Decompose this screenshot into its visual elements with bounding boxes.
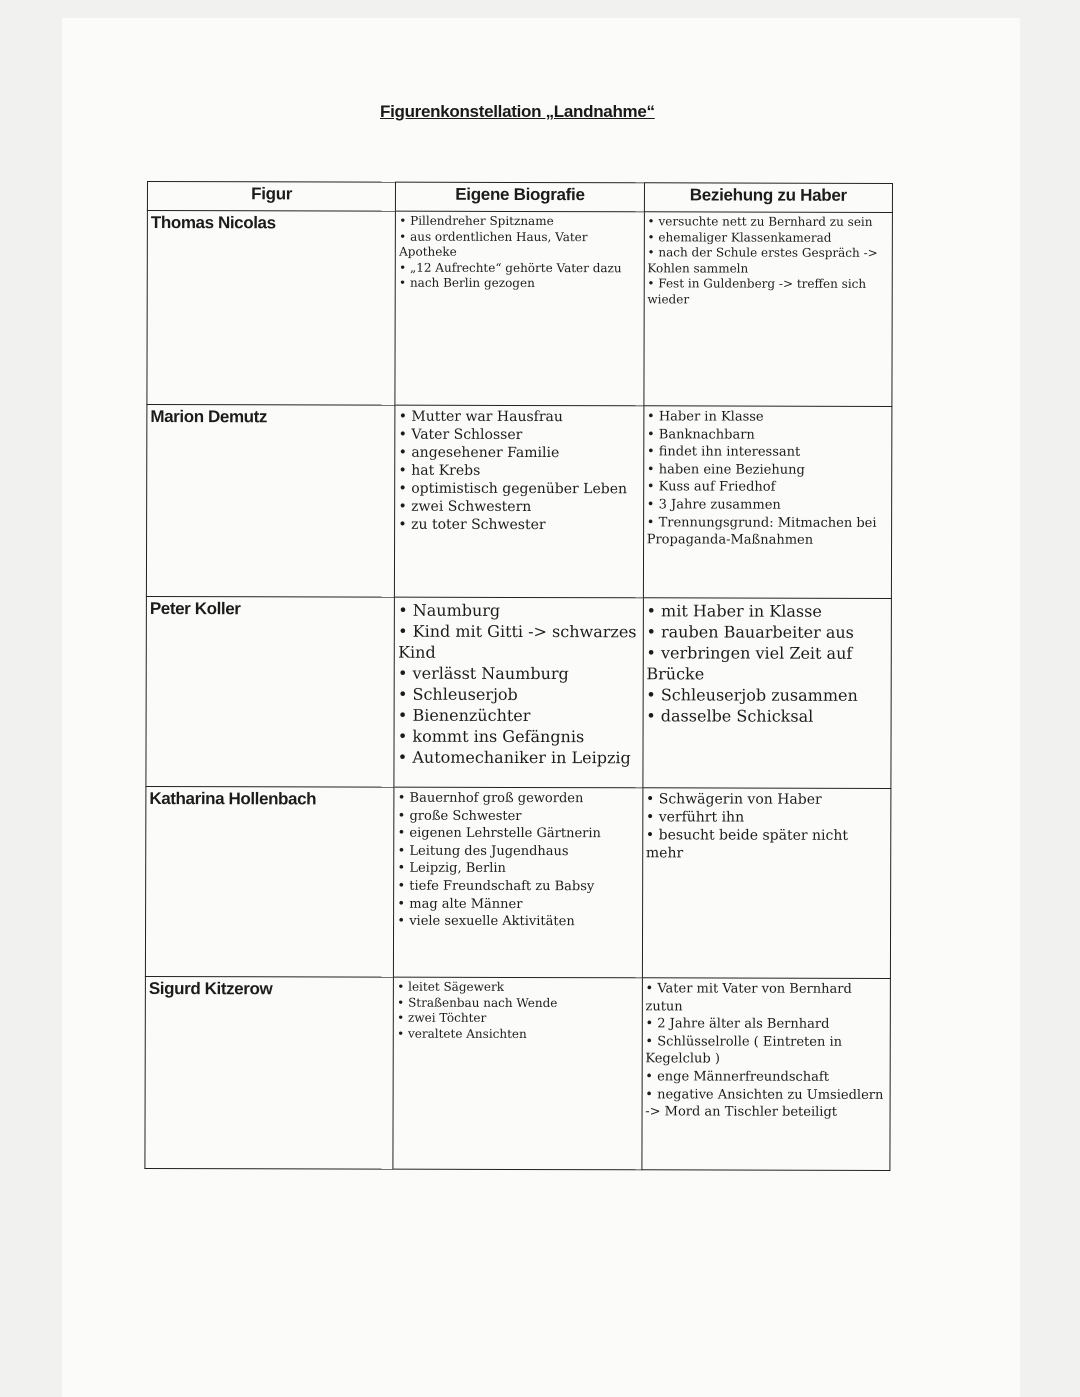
list-item: • Kuss auf Friedhof	[647, 479, 888, 497]
table-row	[147, 211, 893, 407]
relation-list	[647, 408, 889, 549]
list-item: • Bauernhof groß geworden	[398, 790, 639, 808]
list-item: • verlässt Naumburg	[398, 663, 639, 685]
biography-list	[397, 980, 638, 1043]
list-item: • Kind mit Gitti -> schwarzes Kind	[398, 621, 639, 664]
biography-cell	[395, 211, 644, 406]
list-item: • verbringen viel Zeit auf Brücke	[646, 642, 887, 685]
list-item: • verführt ihn	[646, 808, 887, 827]
list-item: • Mutter war Hausfrau	[399, 408, 640, 427]
list-item: • tiefe Freundschaft zu Babsy	[397, 878, 638, 896]
character-table	[144, 181, 893, 1171]
list-item: • rauben Bauarbeiter aus	[646, 621, 887, 643]
list-item: • versuchte nett zu Bernhard zu sein	[648, 214, 889, 230]
relation-list	[647, 214, 889, 308]
relation-cell	[643, 406, 892, 599]
list-item: • haben eine Beziehung	[647, 461, 888, 479]
biography-cell	[394, 597, 643, 788]
list-item: • nach Berlin gezogen	[399, 276, 640, 292]
list-item: • Automechaniker in Leipzig	[398, 747, 639, 769]
list-item: • zwei Töchter	[397, 1011, 638, 1027]
page-title: Figurenkonstellation „Landnahme“	[380, 102, 655, 121]
list-item: • optimistisch gegenüber Leben	[398, 480, 639, 499]
relation-list	[645, 980, 887, 1121]
biography-list	[399, 214, 641, 292]
figure-name: Katharina Hollenbach	[145, 786, 394, 977]
list-item: • Leipzig, Berlin	[398, 860, 639, 878]
table-row	[146, 405, 892, 599]
list-item: • ehemaliger Klassenkamerad	[647, 230, 888, 246]
list-item: • kommt ins Gefängnis	[398, 726, 639, 748]
list-item: • mit Haber in Klasse	[647, 600, 888, 622]
list-item: • angesehener Familie	[399, 444, 640, 463]
biography-cell	[393, 977, 642, 1170]
relation-cell	[642, 978, 891, 1171]
list-item: • „12 Aufrechte“ gehörte Vater dazu	[399, 260, 640, 276]
list-item: • mag alte Männer	[397, 895, 638, 913]
list-item: • enge Männerfreundschaft	[645, 1068, 886, 1086]
list-item: • hat Krebs	[399, 462, 640, 481]
list-item: • Straßenbau nach Wende	[397, 995, 638, 1011]
list-item: • eigenen Lehrstelle Gärtnerin	[398, 825, 639, 843]
list-item: • Schleuserjob zusammen	[646, 684, 887, 706]
list-item: • Leitung des Jugendhaus	[398, 842, 639, 860]
figure-name: Sigurd Kitzerow	[145, 976, 394, 1169]
list-item: • Trennungsgrund: Mitmachen bei Propaganda-Maßnahmen	[647, 514, 888, 550]
biography-cell	[394, 787, 643, 978]
table-row	[145, 976, 891, 1170]
biography-list	[397, 790, 639, 931]
list-item: • nach der Schule erstes Gespräch -> Kohlen sammeln	[647, 245, 888, 277]
list-item: • negative Ansichten zu Umsiedlern -> Mord an Tischler beteiligt	[645, 1086, 886, 1122]
figure-name: Marion Demutz	[146, 405, 395, 598]
list-item: • Haber in Klasse	[647, 408, 888, 426]
list-item: • Vater Schlosser	[399, 426, 640, 445]
list-item: • zu toter Schwester	[398, 516, 639, 535]
biography-cell	[395, 405, 644, 598]
biography-list	[398, 600, 640, 769]
list-item: • Banknachbarn	[647, 426, 888, 444]
list-item: • Schlüsselrolle ( Eintreten in Kegelclub )	[645, 1033, 886, 1069]
list-item: • Fest in Guldenberg -> treffen sich wieder	[647, 276, 888, 308]
relation-cell	[642, 788, 891, 979]
list-item: • leitet Sägewerk	[397, 980, 638, 996]
biography-list	[398, 408, 640, 535]
relation-list	[646, 600, 888, 727]
list-item: • Schleuserjob	[398, 684, 639, 706]
relation-list	[646, 790, 888, 863]
list-item: • Bienenzüchter	[398, 705, 639, 727]
list-item: • große Schwester	[398, 807, 639, 825]
table-row	[145, 786, 890, 978]
table-row	[146, 596, 891, 788]
relation-cell	[644, 212, 893, 407]
list-item: • dasselbe Schicksal	[646, 705, 887, 727]
list-item: • Naumburg	[398, 600, 639, 622]
list-item: • besucht beide später nicht mehr	[646, 826, 887, 863]
list-item: • veraltete Ansichten	[397, 1026, 638, 1042]
list-item: • Vater mit Vater von Bernhard zutun	[645, 980, 886, 1016]
list-item: • findet ihn interessant	[647, 443, 888, 461]
header-biografie: Eigene Biografie	[396, 182, 644, 212]
list-item: • zwei Schwestern	[398, 498, 639, 517]
figure-name: Thomas Nicolas	[147, 211, 396, 406]
header-beziehung: Beziehung zu Haber	[644, 183, 892, 213]
header-row	[147, 182, 892, 213]
relation-cell	[643, 598, 892, 789]
list-item: • 2 Jahre älter als Bernhard	[645, 1015, 886, 1033]
list-item: • Schwägerin von Haber	[646, 790, 887, 809]
list-item: • viele sexuelle Aktivitäten	[397, 913, 638, 931]
header-figur: Figur	[147, 182, 395, 212]
list-item: • aus ordentlichen Haus, Vater Apotheke	[399, 229, 640, 261]
figure-name: Peter Koller	[146, 596, 395, 787]
list-item: • Pillendreher Spitzname	[399, 214, 640, 230]
list-item: • 3 Jahre zusammen	[647, 496, 888, 514]
